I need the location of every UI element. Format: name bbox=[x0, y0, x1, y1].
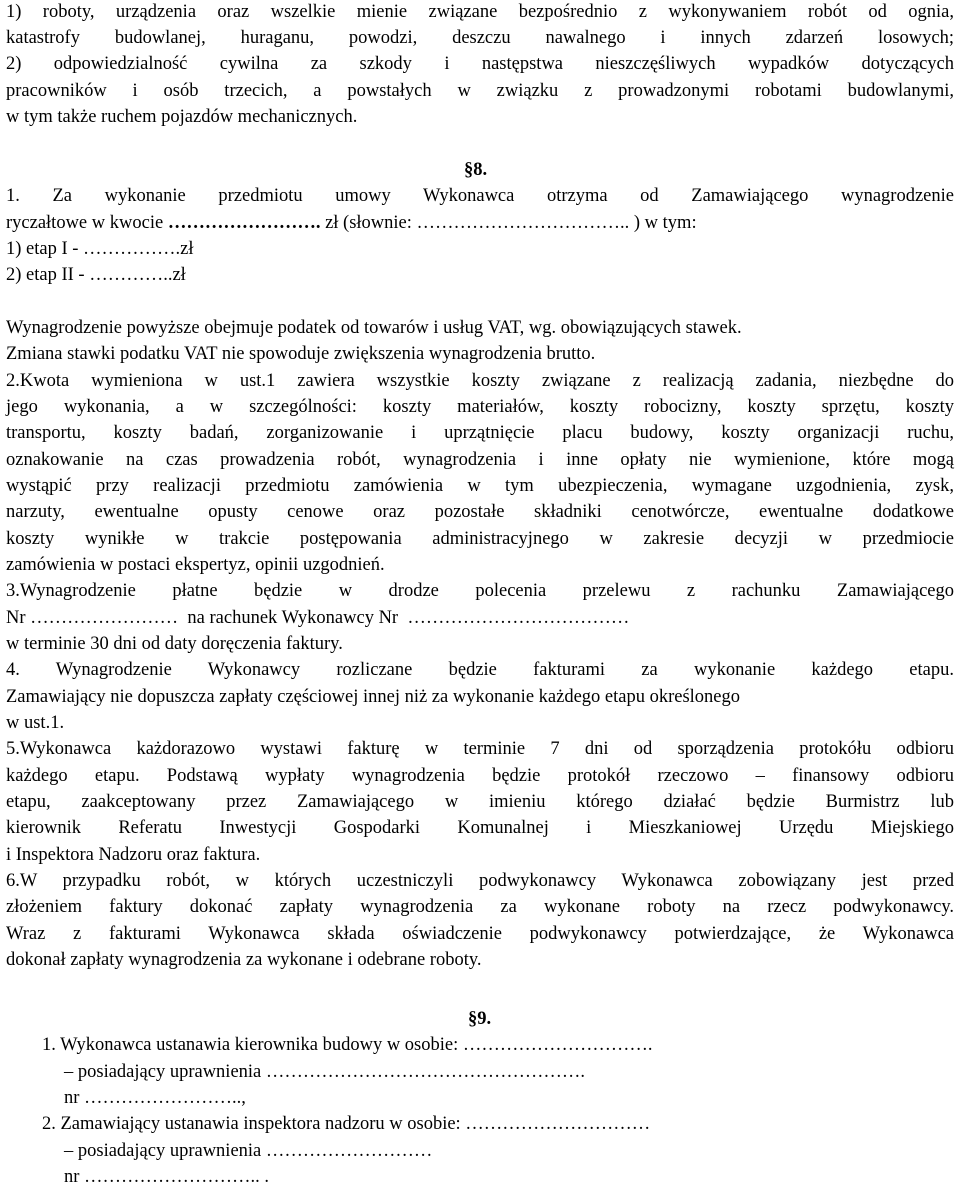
s9-item-2: 2. Zamawiający ustanawia inspektora nadzoru w osobie: ………………………… bbox=[42, 1114, 651, 1134]
section-9-heading: §9. bbox=[468, 1009, 492, 1029]
s8-p3-line1: 3.Wynagrodzenie płatne będzie w drodze polecenia przelewu z rachunku Zamawiającego bbox=[6, 581, 954, 601]
s8-p6-line1: 6.W przypadku robót, w których uczestniczyli podwykonawcy Wykonawca zobowiązany jest przed bbox=[6, 871, 954, 891]
stage-2-line: 2) etap II - …………..zł bbox=[6, 265, 186, 285]
s8-p2-line8: zamówienia w postaci ekspertyz, opinii uzgodnień. bbox=[6, 555, 385, 575]
intro-line-2: katastrofy budowlanej, huraganu, powodzi, deszczu nawalnego i innych zdarzeń losowych; bbox=[6, 28, 954, 48]
s8-p5-line2: każdego etapu. Podstawą wypłaty wynagrodzenia będzie protokół rzeczowo – finansowy odbioru bbox=[6, 766, 954, 786]
s8-p4-line1: 4. Wynagrodzenie Wykonawcy rozliczane będzie fakturami za wykonanie każdego etapu. bbox=[6, 660, 954, 680]
s8-p2-line1: 2.Kwota wymieniona w ust.1 zawiera wszystkie koszty związane z realizacją zadania, niezbędne do bbox=[6, 371, 954, 391]
s8-p3-line3: w terminie 30 dni od daty doręczenia faktury. bbox=[6, 634, 343, 654]
s8-p1-line2-a: ryczałtowe w kwocie bbox=[6, 213, 168, 233]
s8-p1-line1: 1. Za wykonanie przedmiotu umowy Wykonawca otrzyma od Zamawiającego wynagrodzenie bbox=[6, 186, 954, 206]
intro-line-5: w tym także ruchem pojazdów mechanicznych. bbox=[6, 107, 358, 127]
s8-p5-line4: kierownik Referatu Inwestycji Gospodarki Komunalnej i Mieszkaniowej Urzędu Miejskiego bbox=[6, 818, 954, 838]
s8-p4-line3: w ust.1. bbox=[6, 713, 65, 733]
s8-p2-line3: transportu, koszty badań, zorganizowanie i uprzątnięcie placu budowy, koszty organizacji ruchu, bbox=[6, 423, 954, 443]
s8-p6-line2: złożeniem faktury dokonać zapłaty wynagrodzenia za wykonane roboty na rzecz podwykonawcy. bbox=[6, 897, 954, 917]
s8-p2-line4: oznakowanie na czas prowadzenia robót, wynagrodzenia i inne opłaty nie wymienione, które mogą bbox=[6, 450, 954, 470]
s8-p6-line4: dokonał zapłaty wynagrodzenia za wykonane i odebrane roboty. bbox=[6, 950, 482, 970]
s8-p3-line2: Nr …………………… na rachunek Wykonawcy Nr ……………………………… bbox=[6, 608, 630, 628]
section-8-heading: §8. bbox=[464, 160, 488, 180]
s8-p6-line3: Wraz z fakturami Wykonawca składa oświadczenie podwykonawcy potwierdzające, że Wykonawca bbox=[6, 924, 954, 944]
intro-line-4: pracowników i osób trzecich, a powstałych w związku z prowadzonymi robotami budowlanymi, bbox=[6, 81, 954, 101]
s8-p1-line2 bbox=[6, 211, 697, 235]
vat-line-2: Zmiana stawki podatku VAT nie spowoduje zwiększenia wynagrodzenia brutto. bbox=[6, 344, 596, 364]
amount-blank: ……………………. bbox=[167, 213, 326, 233]
s8-p5-line1: 5.Wykonawca każdorazowo wystawi fakturę w terminie 7 dni od sporządzenia protokółu odbioru bbox=[6, 739, 954, 759]
s8-p5-line5: i Inspektora Nadzoru oraz faktura. bbox=[6, 845, 261, 865]
stage-1-line: 1) etap I - …………….zł bbox=[6, 239, 194, 259]
s9-item-1: 1. Wykonawca ustanawia kierownika budowy w osobie: …………………………. bbox=[42, 1035, 653, 1055]
s9-item-1-number: nr …………………….., bbox=[64, 1088, 246, 1108]
s9-item-1-permissions: – posiadający uprawnienia ……………………………………………. bbox=[64, 1062, 586, 1082]
s8-p2-line2: jego wykonania, a w szczególności: koszty materiałów, koszty robocizny, koszty sprzętu, koszty bbox=[6, 397, 954, 417]
s9-item-2-number: nr ……………………….. . bbox=[64, 1167, 270, 1187]
vat-line-1: Wynagrodzenie powyższe obejmuje podatek od towarów i usług VAT, wg. obowiązujących stawek. bbox=[6, 318, 742, 338]
s8-p2-line6: narzuty, ewentualne opusty cenowe oraz pozostałe składniki cenotwórcze, ewentualne dodatkowe bbox=[6, 502, 954, 522]
s8-p5-line3: etapu, zaakceptowany przez Zamawiającego w imieniu którego działać będzie Burmistrz lub bbox=[6, 792, 954, 812]
s8-p4-line2: Zamawiający nie dopuszcza zapłaty częściowej innej niż za wykonanie każdego etapu określonego bbox=[6, 687, 741, 707]
intro-line-1: 1) roboty, urządzenia oraz wszelkie mienie związane bezpośrednio z wykonywaniem robót od ognia, bbox=[6, 2, 954, 22]
s8-p2-line7: koszty wynikłe w trakcie postępowania administracyjnego w zakresie decyzji w przedmiocie bbox=[6, 529, 954, 549]
s8-p1-line2-c: zł (słownie: …………………………….. ) w tym: bbox=[325, 213, 697, 233]
s9-item-2-permissions: – posiadający uprawnienia ……………………… bbox=[64, 1141, 433, 1161]
intro-line-3: 2) odpowiedzialność cywilna za szkody i następstwa nieszczęśliwych wypadków dotyczących bbox=[6, 54, 954, 74]
s8-p2-line5: wystąpić przy realizacji przedmiotu zamówienia w tym ubezpieczenia, wymagane uzgodnienia, zysk, bbox=[6, 476, 954, 496]
